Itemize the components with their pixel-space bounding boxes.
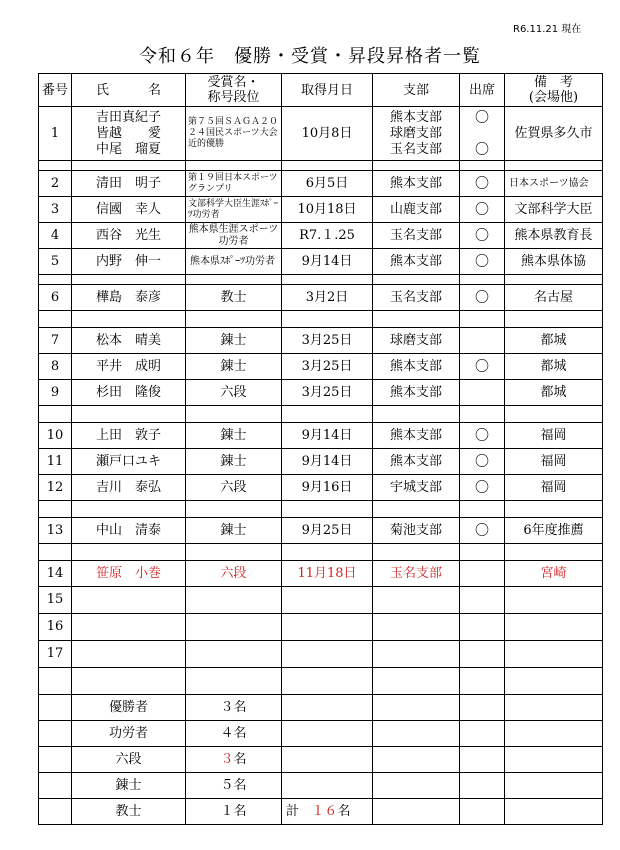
table-row: 9 杉田 隆俊 六段 3月25日 熊本支部 都城 (39, 380, 603, 406)
table-row: 13 中山 清泰 錬士 9月25日 菊池支部 〇 6年度推薦 (39, 518, 603, 544)
col-num: 番号 (39, 74, 72, 107)
summary-row: 六段 ３名 (39, 747, 603, 773)
table-row: 4 西谷 光生 熊本県生涯スポーツ功労者 R7.１.25 玉名支部 〇 熊本県教育長 (39, 223, 603, 249)
total: 計 １６名 (282, 799, 373, 825)
table-row: 10 上田 敦子 錬士 9月14日 熊本支部 〇 福岡 (39, 423, 603, 449)
summary-row: 功労者 ４名 (39, 721, 603, 747)
col-attend: 出席 (460, 74, 505, 107)
awards-table (38, 73, 603, 825)
page-title: 令和６年 優勝・受賞・昇段昇格者一覧 (139, 46, 481, 67)
summary-row: 教士 １名 計 １６名 (39, 799, 603, 825)
header-row (39, 74, 603, 107)
table-row: 12 吉川 泰弘 六段 9月16日 宇城支部 〇 福岡 (39, 475, 603, 501)
table-row: 2 清田 明子 第１９回日本スポーツグランプリ 6月5日 熊本支部 〇 日本スポーツ協会 (39, 171, 603, 197)
as-of-date: R6.11.21 現在 (513, 24, 582, 35)
table-row-empty: 15 (39, 587, 603, 614)
table-row: 1 吉田真紀子 皆越 愛 中尾 瑠夏 第７５回ＳＡＧＡ２０２４国民スポーツ大会近的優勝 10月8日 熊本支部 球磨支部 玉名支部 〇 〇 佐賀県多久市 (39, 107, 603, 161)
table-row: 7 松本 晴美 錬士 3月25日 球磨支部 都城 (39, 328, 603, 354)
col-date: 取得月日 (282, 74, 373, 107)
table-row-highlight: 14 笹原 小巻 六段 11月18日 玉名支部 宮崎 (39, 561, 603, 587)
table-row: 6 樺島 泰彦 教士 3月2日 玉名支部 〇 名古屋 (39, 285, 603, 311)
table-row: 3 信國 幸人 文部科学大臣生涯ｽﾎﾟｰﾂ功労者 10月18日 山鹿支部 〇 文部科学大臣 (39, 197, 603, 223)
table-row-empty: 16 (39, 614, 603, 641)
table-row-empty: 17 (39, 641, 603, 668)
table-row: 11 瀬戸口ユキ 錬士 9月14日 熊本支部 〇 福岡 (39, 449, 603, 475)
col-note: 備 考 (会場他) (505, 74, 603, 107)
col-name: 氏 名 (72, 74, 186, 107)
table-row: 8 平井 成明 錬士 3月25日 熊本支部 〇 都城 (39, 354, 603, 380)
col-branch: 支部 (373, 74, 460, 107)
summary-row: 錬士 ５名 (39, 773, 603, 799)
table-row: 5 内野 伸一 熊本県ｽﾎﾟｰﾂ功労者 9月14日 熊本支部 〇 熊本県体協 (39, 249, 603, 275)
summary-row: 優勝者 ３名 (39, 695, 603, 721)
col-award: 受賞名・ 称号段位 (186, 74, 282, 107)
